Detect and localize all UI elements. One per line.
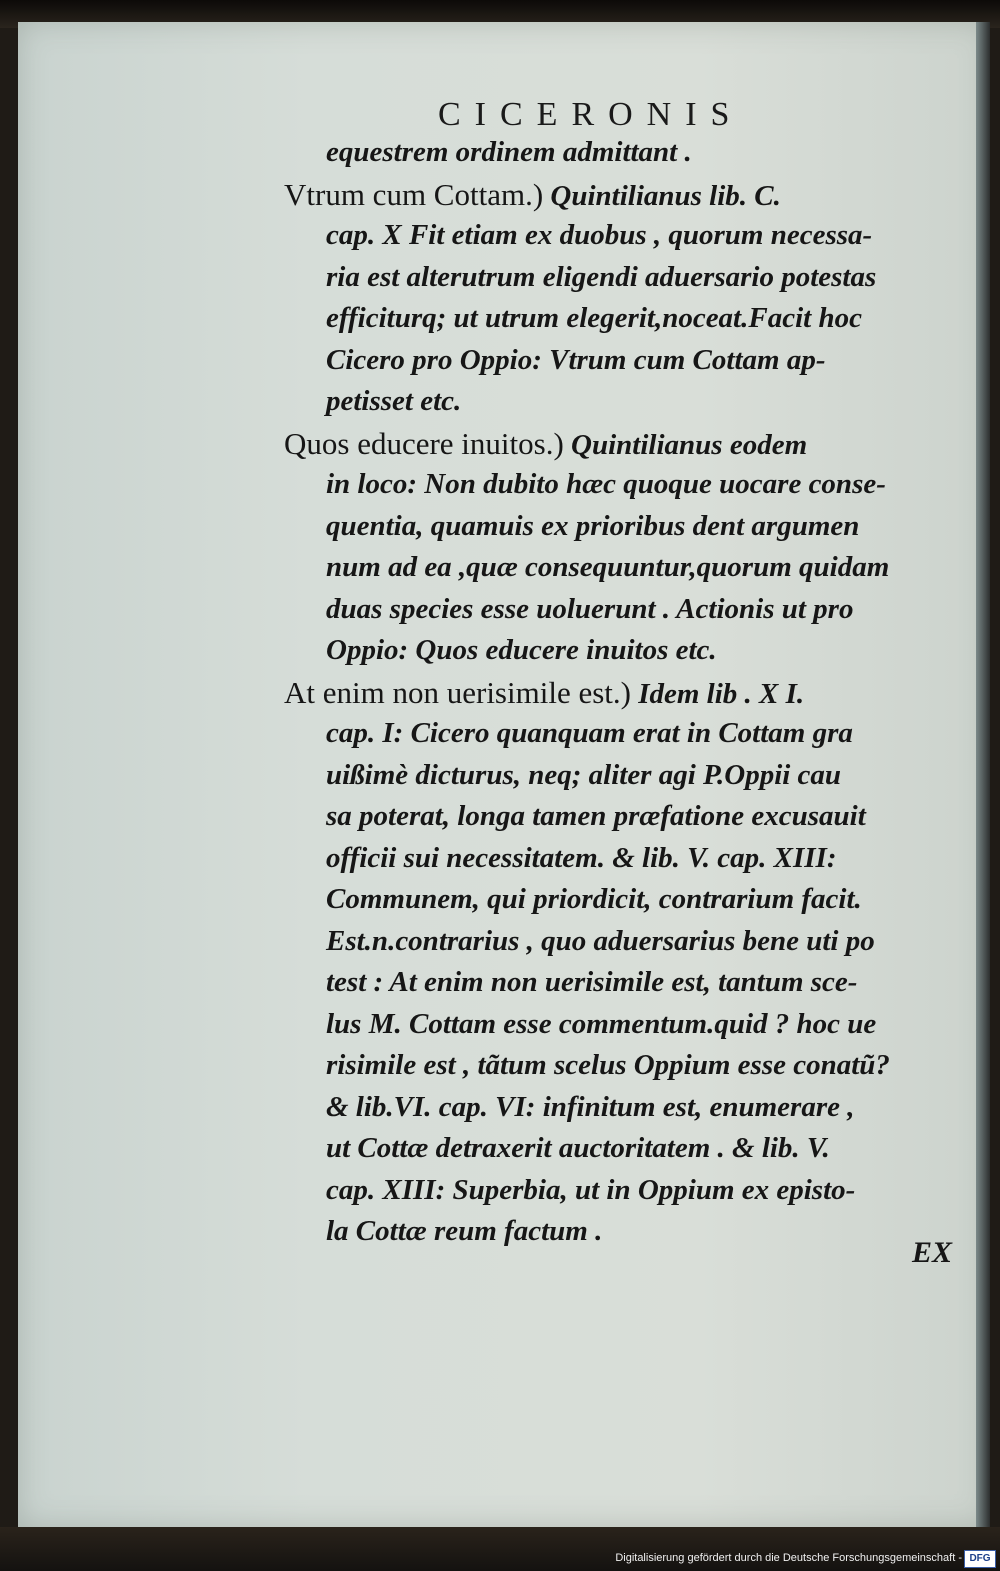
commentary-text	[284, 132, 964, 1253]
text-line: la Cottæ reum factum .	[326, 1215, 603, 1247]
text-line	[284, 174, 964, 216]
line-text: Idem lib . X I.	[630, 677, 805, 710]
text-line: ut Cottæ detraxerit auctoritatem . & lib. V.	[326, 1132, 830, 1164]
lemma: Quos educere inuitos.)	[284, 425, 564, 461]
text-line: risimile est , tãtum scelus Oppium esse conatũ?	[326, 1049, 890, 1081]
text-line: cap. XIII: Superbia, ut in Oppium ex episto-	[326, 1173, 856, 1206]
text-line: Communem, qui priordicit, contrarium facit.	[326, 883, 862, 915]
lemma: Vtrum cum Cottam.)	[284, 176, 544, 212]
text-line: num ad ea ,quæ consequuntur,quorum quidam	[326, 551, 890, 583]
text-line: quentia, quamuis ex prioribus dent argumen	[326, 509, 860, 542]
text-line: test : At enim non uerisimile est, tantum sce-	[326, 966, 858, 998]
running-head: CICERONIS	[438, 96, 744, 133]
text-line: lus M. Cottam esse commentum.quid ? hoc ue	[326, 1007, 877, 1040]
text-line	[284, 423, 964, 465]
digitization-credit: Digitalisierung gefördert durch die Deutsche Forschungsgemeinschaft -	[615, 1552, 962, 1564]
text-line: Est.n.contrarius , quo aduersarius bene uti po	[326, 924, 875, 957]
line-text: Quintilianus eodem	[563, 428, 808, 461]
text-line: ria est alterutrum eligendi aduersario potestas	[326, 260, 877, 293]
text-line: Oppio: Quos educere inuitos etc.	[326, 634, 717, 666]
scan-bottom-border	[0, 1527, 1000, 1571]
line-text: Quintilianus lib. C.	[543, 179, 781, 212]
text-line: officii sui necessitatem. & lib. V. cap. XIII:	[326, 841, 837, 874]
text-line: uißimè dicturus, neq; aliter agi P.Oppii cau	[326, 758, 842, 791]
text-line: equestrem ordinem admittant .	[326, 136, 692, 168]
text-line: cap. I: Cicero quanquam erat in Cottam gra	[326, 717, 853, 749]
catchword: EX	[912, 1236, 953, 1269]
text-line: cap. X Fit etiam ex duobus , quorum necessa-	[326, 219, 873, 251]
text-line: duas species esse uoluerunt . Actionis ut pro	[326, 592, 854, 625]
text-line: efficiturq; ut utrum elegerit,noceat.Facit hoc	[326, 302, 862, 334]
text-line: sa poterat, longa tamen præfatione excusauit	[326, 800, 866, 832]
text-line: & lib.VI. cap. VI: infinitum est, enumerare ,	[326, 1090, 855, 1123]
dfg-logo-icon: DFG	[964, 1550, 996, 1568]
page-gutter	[976, 22, 990, 1527]
text-line: in loco: Non dubito hæc quoque uocare conse-	[326, 468, 886, 500]
lemma: At enim non uerisimile est.)	[284, 674, 631, 710]
text-line	[284, 672, 964, 714]
text-line: petisset etc.	[326, 385, 462, 417]
text-line: Cicero pro Oppio: Vtrum cum Cottam ap-	[326, 343, 826, 376]
